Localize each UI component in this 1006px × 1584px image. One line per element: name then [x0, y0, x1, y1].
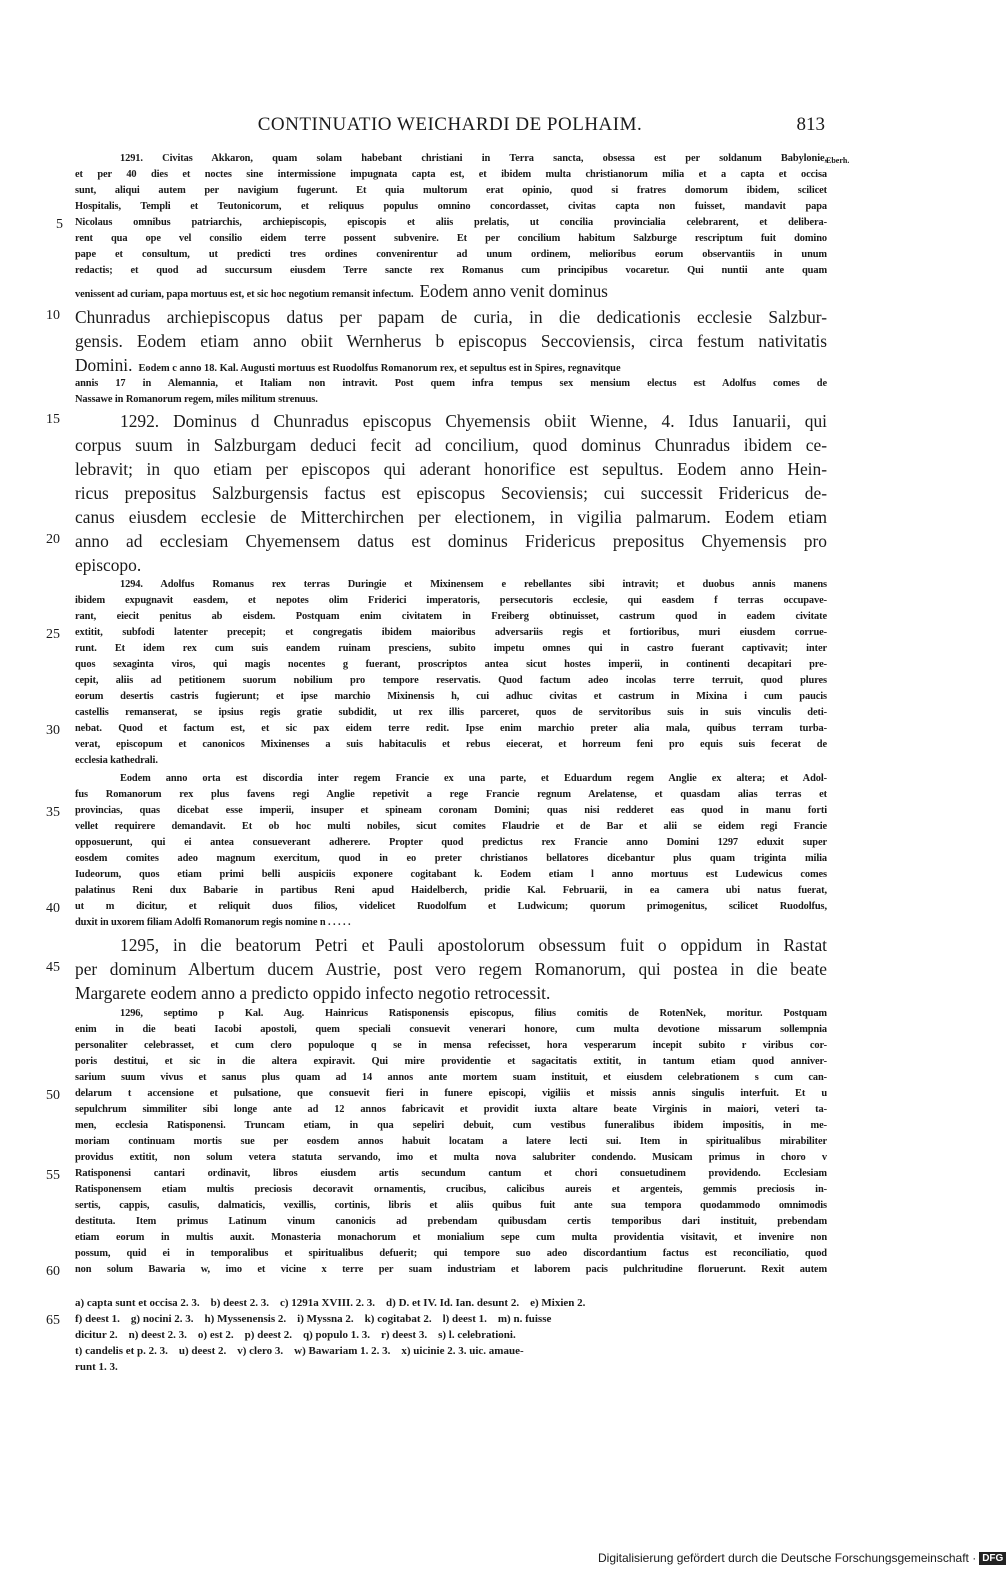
text-line-content: etiam eorum in multis auxit. Monasteria monachorum et monialium sepe cum multa providentia visitavit, et invenire non	[75, 1232, 827, 1243]
text-line	[75, 1054, 827, 1070]
line-number: 20	[46, 532, 60, 547]
text-line	[75, 915, 827, 931]
text-line	[75, 183, 827, 199]
text-line	[120, 771, 827, 787]
text-line	[75, 899, 827, 915]
text-line-content: fus Romanorum rex plus favens regi Anglie repetivit a rege Francie regnum Arelatense, et quasdam alias terras et	[75, 789, 827, 800]
text-line-content: Eodem anno orta est discordia inter regem Francie ex una parte, et Eduardum regem Anglie ex altera; et Adol-	[120, 773, 827, 784]
text-line-content: opposuerunt, qui ei antea consueverant adherere. Propter quod predictus rex Francie anno Domini 1297 eduxit super	[75, 837, 827, 848]
text-line-content: gensis. Eodem etiam anno obiit Wernherus b episcopus Seccoviensis, circa festum nativitatis	[75, 331, 827, 351]
text-line	[75, 657, 827, 673]
text-line	[75, 609, 827, 625]
text-line-content: provincias, quas dicebat esse imperii, insuper et spineam coronam Domini; quas nisi redderet eas quod in manu forti	[75, 805, 827, 816]
text-line-content: venissent ad curiam, papa mortuus est, et sic hoc negotium remansit infectum.	[75, 289, 414, 300]
text-line	[75, 883, 827, 899]
text-line-content: ecclesia kathedrali.	[75, 755, 158, 766]
text-line-content: castellis remanserat, se ipsius regis gratie subdidit, ut rex illis parceret, quos de servitoribus suis in suis vinculis deti-	[75, 707, 827, 718]
text-line-content: moriam continuam mortis sue per eosdem annos habuit locatam a latere lecti sui. Item in spiritualibus mirabiliter	[75, 1136, 827, 1147]
text-line-content: palatinus Reni dux Babarie in partibus Reni apud Haidelberch, pridie Kal. Februarii, in ea camera ubi natus fuerat,	[75, 885, 827, 896]
text-line-content: Margarete eodem anno a predicto oppido infecto negotio retrocessit.	[75, 983, 551, 1003]
text-line	[120, 934, 827, 958]
text-line	[75, 851, 827, 867]
text-line-content: delarum t accensione et pulsatione, que consuevit fieri in funere episcopi, vigiliis et missis annis singulis interfuit. Et u	[75, 1088, 827, 1099]
text-line	[75, 1246, 827, 1262]
text-line	[75, 376, 827, 392]
text-line	[75, 554, 827, 578]
text-line	[75, 593, 827, 609]
text-line-content: destituta. Item primus Latinum vinum canonicis ad prebendam quibusdam certis temporibus dari instituit, prebendam	[75, 1216, 827, 1227]
text-line-content: runt. Et idem rex cum suis eandem ruinam presciens, subito impetu omnes qui in castro fuerant captivavit; inter	[75, 643, 827, 654]
text-line	[75, 1150, 827, 1166]
text-line-content: men, ecclesia Ratisponensi. Truncam etiam, in qua sepeliri debuit, cum vestibus funeralibus ibidem impositis, in me-	[75, 1120, 827, 1131]
text-line-content: Iudeorum, quos etiam primi belli auspiciis exponere cogitabant k. Eodem etiam l anno mortuus est Ludewicus comes	[75, 869, 827, 880]
text-line	[75, 641, 827, 657]
text-line	[75, 835, 827, 851]
text-line	[75, 787, 827, 803]
line-number: 40	[46, 901, 60, 916]
text-line	[75, 247, 827, 263]
text-line	[75, 982, 827, 1006]
text-line-content: Domini.	[75, 355, 133, 375]
text-line	[75, 1262, 827, 1278]
text-line	[75, 199, 827, 215]
text-line	[75, 458, 827, 482]
text-line-content: Ratisponensem etiam multis preciosis decoravit ornamentis, crucibus, calicibus aureis et argenteis, gemmis preciosis in-	[75, 1184, 827, 1195]
line-number: 45	[46, 960, 60, 975]
text-line	[75, 354, 827, 378]
text-line-content: cepit, aliis ad petitionem suorum nobilium pro tempore reservatis. Quod factum adeo incolas terre terruit, quod plures	[75, 675, 827, 686]
text-line-content: anno ad ecclesiam Chyemensem datus est dominus Fridericus prepositus Chyemensis pro	[75, 531, 827, 551]
text-line-tail: Eodem c anno 18. Kal. Augusti mortuus est Ruodolfus Romanorum rex, et sepultus est in Spires, regnavitque	[138, 363, 621, 374]
text-line	[75, 482, 827, 506]
text-line-content: non solum Bawaria w, imo et vicine x terre per suam industriam et laborem pacis pulchritudine floruerunt. Rexit autem	[75, 1264, 827, 1275]
text-line-content: episcopo.	[75, 555, 142, 575]
text-line	[75, 721, 827, 737]
text-line-content: rent qua ope vel consilio eidem terre possent subvenire. Et per concilium habitum Salzburge rescriptum fuit domino	[75, 233, 827, 244]
text-line	[75, 803, 827, 819]
text-line	[75, 263, 827, 279]
text-line	[75, 1198, 827, 1214]
text-line-content: Hospitalis, Templi et Teutonicorum, et reliquus populus omnino concordasset, civitas capta non fuisset, mandavit papa	[75, 201, 827, 212]
text-line	[75, 1182, 827, 1198]
text-line	[75, 1230, 827, 1246]
text-line	[75, 737, 827, 753]
line-number: 35	[46, 805, 60, 820]
footnote-line: t) candelis et p. 2. 3. u) deest 2. v) clero 3. w) Bawariam 1. 2. 3. x) uicinie 2. 3. uic. amaue-	[75, 1345, 524, 1357]
text-line	[75, 530, 827, 554]
text-line	[75, 625, 827, 641]
text-line-content: eosdem comites adeo magnum exercitum, quod in eo preter christianos bellatores dicebantur plus quam triginta milia	[75, 853, 827, 864]
text-line	[75, 506, 827, 530]
running-title: CONTINUATIO WEICHARDI DE POLHAIM.	[257, 114, 643, 135]
text-line-content: vellet requirere demandavit. Et ob hoc multi nobiles, sicut comites Flaudrie et de Bar et alii se eidem regi Francie	[75, 821, 827, 832]
digitization-footer	[598, 1551, 1006, 1565]
text-line	[75, 1214, 827, 1230]
text-line	[75, 283, 827, 299]
text-line	[120, 151, 827, 167]
text-line	[75, 1038, 827, 1054]
text-line	[75, 167, 827, 183]
text-line-content: lebravit; in quo etiam per episcopos qui aderant honorifice est sepultus. Eodem anno Hein-	[75, 459, 827, 479]
text-line-content: Chunradus archiepiscopus datus per papam de curia, in die dedicationis ecclesie Salzbur-	[75, 307, 827, 327]
line-number: 30	[46, 723, 60, 738]
text-line	[75, 1118, 827, 1134]
text-line	[75, 392, 827, 408]
text-line-content: pape et consultum, ut predicti tres ordines convenirentur ad unum ordinem, melioribus eorum observantiis in unum	[75, 249, 827, 260]
text-line	[75, 958, 827, 982]
text-line-content: poris destitui, et sic in die altera expiravit. Qui mire providentie et sagacitatis extitit, in tantum etiam quod anniver-	[75, 1056, 827, 1067]
text-line-content: corpus suum in Salzburgam deduci fecit ad concilium, quod dominus Chunradus ibidem ce-	[75, 435, 827, 455]
text-line-content: eorum desertis castris fugierunt; et ipse marchio Mixinensis h, cui adhuc civitas et castrum in Mixina i cum paucis	[75, 691, 827, 702]
text-line	[75, 1166, 827, 1182]
text-line-content: Nassawe in Romanorum regem, miles militum strenuus.	[75, 394, 318, 405]
text-line	[75, 1070, 827, 1086]
text-line-content: ut m dicitur, et reliquit duos filios, videlicet Ruodolfum et Ludwicum; quorum primogenitus, scilicet Ruodolfus,	[75, 901, 827, 912]
text-line-content: Nicolaus omnibus patriarchis, archiepiscopis, episcopis et aliis prelatis, ut concilia provincialia celebrarent, et delibera-	[75, 217, 827, 228]
text-line	[75, 1102, 827, 1118]
text-line	[75, 867, 827, 883]
text-line-content: per dominum Albertum ducem Austrie, post vero regem Romanorum, qui postea in die beate	[75, 959, 827, 979]
line-number: 55	[46, 1168, 60, 1183]
text-line-content: ibidem expugnavit easdem, et nepotes olim Friderici imperatoris, persecutoris ecclesie, qui easdem f terras occupave-	[75, 595, 827, 606]
text-line	[75, 215, 827, 231]
text-line	[120, 1006, 827, 1022]
text-line-content: sunt, aliqui autem per navigium fugerunt. Et quia multorum erat opinio, quod si fratres domorum ibidem, scilicet	[75, 185, 827, 196]
text-line-content: verat, episcopum et canonicos Mixinenses a suis habitaculis et rebus eiecerat, et horreum feni pro equis suis fecerat de	[75, 739, 827, 750]
line-number: 25	[46, 627, 60, 642]
dfg-logo: DFG	[979, 1552, 1006, 1565]
footer-text: Digitalisierung gefördert durch die Deutsche Forschungsgemeinschaft ·	[598, 1551, 977, 1565]
text-line-content: Ratisponensi cantari ordinavit, libros eiusdem artis secundum cantum et chori consuetudinem providendo. Ecclesiam	[75, 1168, 827, 1179]
text-line	[75, 231, 827, 247]
line-number: 5	[56, 217, 63, 232]
footnote-line: dicitur 2. n) deest 2. 3. o) est 2. p) deest 2. q) populo 1. 3. r) deest 3. s) l. celebrationi.	[75, 1329, 516, 1341]
text-line	[120, 410, 827, 434]
page-number: 813	[796, 114, 825, 135]
footnote-line: runt 1. 3.	[75, 1361, 118, 1373]
text-line-content: personaliter celebrasset, et cum clero populoque q se in mensa refecisset, hora vesperarum incepit subito r viribus cor-	[75, 1040, 827, 1051]
page-header	[75, 114, 825, 140]
text-line-tail: Eodem anno venit dominus	[419, 281, 608, 301]
line-number: 15	[46, 412, 60, 427]
text-line	[75, 819, 827, 835]
text-line-content: providus extitit, non solum vetera statuta servando, imo et multa nova salubriter condendo. Musicam primus in choro v	[75, 1152, 827, 1163]
text-line	[75, 673, 827, 689]
text-line	[75, 753, 827, 769]
text-line	[75, 689, 827, 705]
text-line-content: et per 40 dies et noctes sine intermissione impugnata capta est, et ibidem multa christianorum milia et a capta et occisa	[75, 169, 827, 180]
text-line-content: sepulchrum simmiliter sibi longe ante ad 12 annos fabricavit et providit iuxta altare beate Virginis in maiori, veteri ta-	[75, 1104, 827, 1115]
text-line-content: 1292. Dominus d Chunradus episcopus Chyemensis obiit Wienne, 4. Idus Ianuarii, qui	[120, 411, 827, 431]
text-line-content: 1291. Civitas Akkaron, quam solam habebant christiani in Terra sancta, obsessa est per soldanum Babylonie,	[120, 153, 827, 164]
text-line	[75, 434, 827, 458]
text-line-content: extitit, subfodi latenter precepit; et congregatis ibidem maioribus adversariis regis et fortioribus, muri eiusdem corrue-	[75, 627, 827, 638]
text-line-content: rant, eiecit penitus ab eisdem. Postquam enim civitatem in Freiberg obtinuisset, castrum quod in eadem civitate	[75, 611, 827, 622]
text-line-content: redactis; et quod ad succursum eiusdem Terre sancte rex Romanus cum principibus vocaretur. Qui nuntii ante quam	[75, 265, 827, 276]
text-line-content: sertis, cappis, casulis, dalmaticis, vexillis, cortinis, libris et aliis quibus fuit ante sua tempora quodammodo omnimodis	[75, 1200, 827, 1211]
text-line-content: ricus prepositus Salzburgensis factus est episcopus Secoviensis; cui successit Fridericus de-	[75, 483, 827, 503]
line-number: 50	[46, 1088, 60, 1103]
text-line-content: nebat. Quod et factum est, et sic pax eidem terre redit. Ipse enim marchio preter alia mala, quibus terram turba-	[75, 723, 827, 734]
text-line-content: 1294. Adolfus Romanus rex terras Duringie et Mixinensem e rebellantes sibi intravit; et duobus annis manens	[120, 579, 827, 590]
text-line-content: possum, quid ei in temporalibus et spiritualibus defuerit; qui tempore suo adeo discordantium factus est reconciliatio, quod	[75, 1248, 827, 1259]
footnote-line: a) capta sunt et occisa 2. 3. b) deest 2. 3. c) 1291a XVIII. 2. 3. d) D. et IV. Id. Ian. desunt 2. e) Mixien 2.	[75, 1297, 586, 1309]
footnote-line: f) deest 1. g) nocini 2. 3. h) Myssenensis 2. i) Myssna 2. k) cogitabat 2. l) deest 1. m) n. fuisse	[75, 1313, 552, 1325]
text-line	[75, 306, 827, 330]
line-number: 10	[46, 308, 60, 323]
text-line-content: annis 17 in Alemannia, et Italiam non intravit. Post quem infra tempus sex mensium electus est Adolfus comes de	[75, 378, 827, 389]
text-line	[75, 1086, 827, 1102]
text-line-content: 1295, in die beatorum Petri et Pauli apostolorum obsessum fuit o oppidum in Rastat	[120, 935, 827, 955]
line-number: 60	[46, 1264, 60, 1279]
text-line-content: sarium suum vivus et sanus plus quam ad 14 annos ante mortem suam instituit, et eiusdem celebrationem s cum can-	[75, 1072, 827, 1083]
text-line-content: quos sexaginta viros, qui magis nocentes g fuerant, proscriptos antea sicut hostes imperii, in continenti decapitari pre-	[75, 659, 827, 670]
text-line-content: canus eiusdem ecclesie de Mitterchirchen per electionem, in vigilia palmarum. Eodem etiam	[75, 507, 827, 527]
text-line-content: enim in die beati Iacobi apostoli, quem speciali consuevit venerari honore, cum multa devotione missarum sollempnia	[75, 1024, 827, 1035]
margin-note: Eberh.	[826, 156, 850, 165]
text-line	[120, 577, 827, 593]
text-line-content: duxit in uxorem filiam Adolfi Romanorum regis nomine n . . . . .	[75, 917, 351, 928]
text-line	[75, 1134, 827, 1150]
line-number: 65	[46, 1313, 60, 1328]
text-line	[75, 1022, 827, 1038]
text-line-content: 1296, septimo p Kal. Aug. Hainricus Ratisponensis episcopus, filius comitis de RotenNek, moritur. Postquam	[120, 1008, 827, 1019]
text-line	[75, 705, 827, 721]
text-line	[75, 330, 827, 354]
